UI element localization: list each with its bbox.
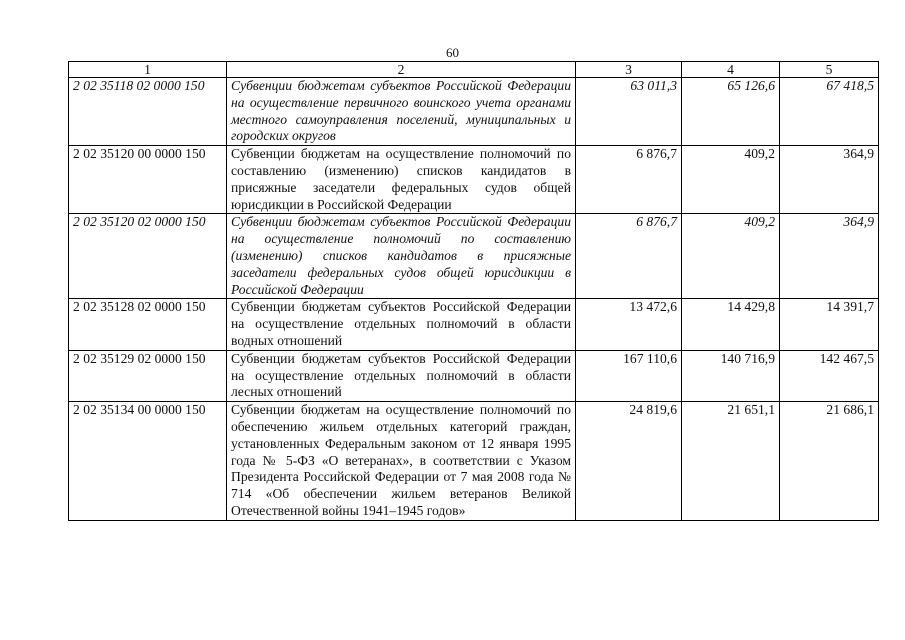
value-col4: 65 126,6 [682,78,780,146]
row-description: Субвенции бюджетам на осуществление полномочий по составлению (изменению) списков кандидатов в присяжные заседатели федеральных судов общей юрисдикции в Российской Федерации [227,146,576,214]
value-col4: 409,2 [682,146,780,214]
row-description: Субвенции бюджетам субъектов Российской Федерации на осуществление первичного воинского учета органами местного самоуправления поселений, муниципальных и городских округов [227,78,576,146]
value-col3: 63 011,3 [576,78,682,146]
column-number: 4 [682,62,780,78]
value-col3: 6 876,7 [576,214,682,299]
budget-code: 2 02 35128 02 0000 150 [69,299,227,350]
budget-code: 2 02 35120 02 0000 150 [69,214,227,299]
value-col5: 21 686,1 [780,402,879,521]
budget-code: 2 02 35134 00 0000 150 [69,402,227,521]
budget-table [68,61,879,521]
value-col4: 409,2 [682,214,780,299]
value-col5: 364,9 [780,214,879,299]
budget-code: 2 02 35120 00 0000 150 [69,146,227,214]
budget-code: 2 02 35129 02 0000 150 [69,350,227,401]
value-col4: 14 429,8 [682,299,780,350]
page-number: 60 [446,45,459,60]
value-col3: 24 819,6 [576,402,682,521]
table-row [69,78,879,146]
column-number: 5 [780,62,879,78]
value-col3: 6 876,7 [576,146,682,214]
column-number-row [69,62,879,78]
row-description: Субвенции бюджетам субъектов Российской Федерации на осуществление отдельных полномочий в области лесных отношений [227,350,576,401]
row-description: Субвенции бюджетам субъектов Российской Федерации на осуществление отдельных полномочий в области водных отношений [227,299,576,350]
column-number: 1 [69,62,227,78]
column-number: 2 [227,62,576,78]
row-description: Субвенции бюджетам на осуществление полномочий по обеспечению жильем отдельных категорий граждан, установленных Федеральным законом от 12 января 1995 года № 5-ФЗ «О ветеранах», в соответствии с Указом Президента Российской Федерации от 7 мая 2008 года № 714 «Об обеспечении жильем ветеранов Великой Отечественной войны 1941–1945 годов» [227,402,576,521]
column-number: 3 [576,62,682,78]
value-col5: 14 391,7 [780,299,879,350]
value-col4: 21 651,1 [682,402,780,521]
value-col5: 142 467,5 [780,350,879,401]
table-row [69,299,879,350]
value-col5: 67 418,5 [780,78,879,146]
value-col4: 140 716,9 [682,350,780,401]
value-col3: 167 110,6 [576,350,682,401]
table-row [69,402,879,521]
value-col3: 13 472,6 [576,299,682,350]
table-row [69,214,879,299]
budget-code: 2 02 35118 02 0000 150 [69,78,227,146]
row-description: Субвенции бюджетам субъектов Российской Федерации на осуществление полномочий по составлению (изменению) списков кандидатов в присяжные заседатели федеральных судов общей юрисдикции в Российской Федерации [227,214,576,299]
value-col5: 364,9 [780,146,879,214]
table-row [69,350,879,401]
table-row [69,146,879,214]
